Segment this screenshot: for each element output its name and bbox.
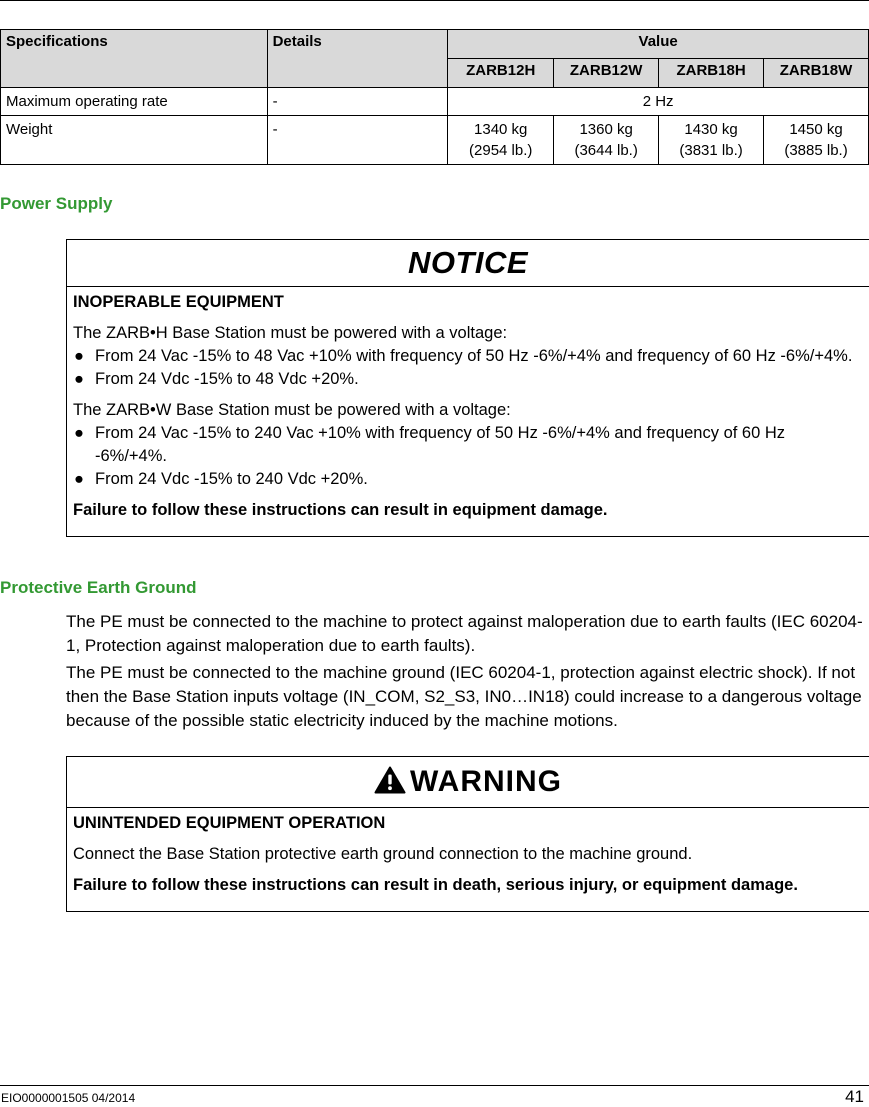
notice-h-list — [73, 345, 863, 391]
column-header-specifications: Specifications — [1, 30, 268, 88]
list-item: ● From 24 Vac -15% to 48 Vac +10% with frequency of 50 Hz -6%/+4% and frequency of 60 Hz -6%/+4%. — [74, 347, 853, 365]
page-number: 41 — [845, 1087, 864, 1106]
value-kg: 1450 kg — [789, 121, 843, 138]
column-header-details: Details — [267, 30, 448, 88]
details-cell: - — [267, 88, 448, 116]
warning-consequence: Failure to follow these instructions can result in death, serious injury, or equipment damage. — [73, 876, 798, 894]
value-cell — [554, 116, 659, 165]
value-lb: (3831 lb.) — [679, 142, 743, 159]
warning-header — [67, 757, 869, 808]
list-item: ● From 24 Vdc -15% to 240 Vdc +20%. — [74, 470, 368, 488]
value-lb: (3644 lb.) — [574, 142, 638, 159]
value-kg: 1430 kg — [684, 121, 738, 138]
footer-rule — [0, 1085, 869, 1086]
notice-hazard-title: INOPERABLE EQUIPMENT — [73, 293, 284, 311]
table-row — [1, 116, 869, 165]
list-item: ● From 24 Vac -15% to 240 Vac +10% with frequency of 50 Hz -6%/+4% and frequency of 60 Hz -6%/+4%. — [74, 424, 786, 465]
value-cell — [659, 116, 764, 165]
spec-cell: Maximum operating rate — [1, 88, 268, 116]
column-header-model: ZARB18H — [659, 59, 764, 88]
pe-paragraph-1: The PE must be connected to the machine to protect against maloperation due to earth faults (IEC 60204-1, Protection against maloperation due to earth faults). — [66, 612, 863, 655]
section-title-protective-earth: Protective Earth Ground — [0, 578, 197, 597]
value-lb: (2954 lb.) — [469, 142, 533, 159]
details-cell: - — [267, 116, 448, 165]
warning-box — [66, 756, 869, 912]
section-title-power-supply: Power Supply — [0, 194, 113, 213]
document-id: EIO0000001505 04/2014 — [1, 1091, 136, 1105]
value-kg: 1340 kg — [474, 121, 528, 138]
value-kg: 1360 kg — [579, 121, 633, 138]
value-cell: 2 Hz — [448, 88, 869, 116]
warning-hazard-title: UNINTENDED EQUIPMENT OPERATION — [73, 814, 386, 832]
notice-box — [66, 239, 869, 537]
notice-consequence: Failure to follow these instructions can result in equipment damage. — [73, 501, 608, 519]
notice-w-list — [73, 422, 863, 491]
specifications-table — [0, 29, 869, 165]
column-header-model: ZARB12W — [554, 59, 659, 88]
column-header-model: ZARB12H — [448, 59, 554, 88]
value-cell — [448, 116, 554, 165]
table-row — [1, 88, 869, 116]
value-cell — [764, 116, 869, 165]
column-header-model: ZARB18W — [764, 59, 869, 88]
warning-instruction: Connect the Base Station protective earth ground connection to the machine ground. — [73, 845, 693, 863]
header-rule — [0, 0, 869, 1]
list-item: ● From 24 Vdc -15% to 48 Vdc +20%. — [74, 370, 359, 388]
spec-cell: Weight — [1, 116, 268, 165]
pe-paragraph-2: The PE must be connected to the machine ground (IEC 60204-1, protection against electric shock). If not then the Base Station inputs voltage (IN_COM, S2_S3, IN0…IN18) could increase to a dangerous voltage because of the possible static electricity induced by the machine motions. — [66, 663, 862, 730]
notice-w-intro: The ZARB•W Base Station must be powered with a voltage: — [73, 401, 511, 419]
warning-signal-word: WARNING — [410, 765, 562, 798]
column-header-value: Value — [448, 30, 869, 59]
warning-triangle-icon — [374, 766, 406, 794]
value-lb: (3885 lb.) — [784, 142, 848, 159]
notice-signal-word: NOTICE — [67, 240, 869, 287]
notice-h-intro: The ZARB•H Base Station must be powered with a voltage: — [73, 324, 508, 342]
